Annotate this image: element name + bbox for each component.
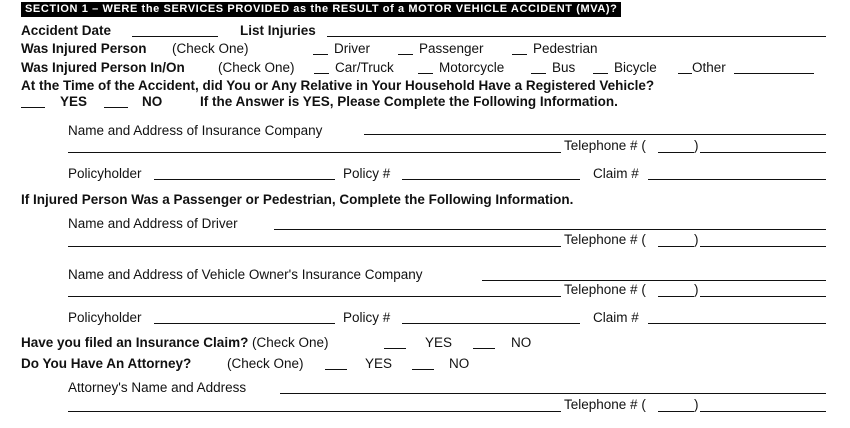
owner-policyholder-label: Policyholder [68,310,142,325]
owner-insurance-area-code-field[interactable] [658,285,694,297]
insurance-telephone-field[interactable] [700,141,826,153]
attorney-yes-label: YES [365,356,393,371]
driver-telephone-close: ) [694,232,699,247]
attorney-no-label: NO [449,356,470,371]
driver-telephone-field[interactable] [700,235,826,247]
list-injuries-field[interactable] [327,25,826,37]
driver-area-code-field[interactable] [658,235,694,247]
insurance-claim-no-field[interactable] [473,337,495,349]
passenger-checkbox[interactable] [398,43,413,55]
attorney-name-address-line2[interactable] [68,400,561,412]
driver-name-address-line2[interactable] [68,235,561,247]
driver-checkbox[interactable] [313,43,328,55]
other-checkbox[interactable] [678,62,692,74]
insurance-claim-label: Claim # [593,166,639,181]
owner-claim-label: Claim # [593,310,639,325]
owner-insurance-field[interactable] [482,269,826,281]
insurance-claim-field[interactable] [648,168,826,180]
injured-person-label: Was Injured Person [21,41,147,56]
owner-insurance-label: Name and Address of Vehicle Owner's Insurance Company [68,267,423,282]
other-option-label: Other [692,60,726,75]
attorney-area-code-field[interactable] [658,400,694,412]
owner-insurance-telephone-close: ) [694,282,699,297]
passenger-section-heading: If Injured Person Was a Passenger or Pedestrian, Complete the Following Information. [21,192,574,207]
registered-vehicle-no-field[interactable] [104,96,128,108]
insurance-name-address-line2[interactable] [68,141,561,153]
insurance-telephone-label: Telephone # ( [564,138,646,153]
section-header: SECTION 1 – WERE the SERVICES PROVIDED as the RESULT of a MOTOR VEHICLE ACCIDENT (MVA)? [21,2,621,17]
pedestrian-checkbox[interactable] [512,43,527,55]
car-truck-option-label: Car/Truck [335,60,394,75]
bicycle-option-label: Bicycle [614,60,657,75]
registered-vehicle-followup: If the Answer is YES, Please Complete the Following Information. [200,94,618,109]
motorcycle-checkbox[interactable] [418,62,433,74]
insurance-area-code-field[interactable] [658,141,694,153]
bicycle-checkbox[interactable] [593,62,608,74]
pedestrian-option-label: Pedestrian [533,41,598,56]
registered-vehicle-yes-field[interactable] [21,96,45,108]
insurance-claim-check-hint: (Check One) [252,335,329,350]
insurance-policyholder-label: Policyholder [68,166,142,181]
attorney-telephone-field[interactable] [700,400,826,412]
driver-name-address-label: Name and Address of Driver [68,216,238,231]
insurance-claim-no-label: NO [511,335,532,350]
insurance-name-address-field[interactable] [364,123,826,135]
motorcycle-option-label: Motorcycle [439,60,505,75]
registered-vehicle-no-label: NO [142,94,163,109]
insurance-name-address-label: Name and Address of Insurance Company [68,123,323,138]
injured-person-check-hint: (Check One) [172,41,249,56]
driver-option-label: Driver [334,41,370,56]
car-truck-checkbox[interactable] [314,62,329,74]
insurance-claim-yes-field[interactable] [384,337,406,349]
insurance-claim-question: Have you filed an Insurance Claim? [21,335,249,350]
accident-date-label: Accident Date [21,23,112,38]
owner-claim-field[interactable] [648,312,826,324]
insurance-policy-label: Policy # [343,166,391,181]
attorney-question: Do You Have An Attorney? [21,356,192,371]
bus-checkbox[interactable] [531,62,546,74]
owner-insurance-telephone-field[interactable] [700,285,826,297]
attorney-name-address-field[interactable] [280,382,826,394]
attorney-yes-field[interactable] [325,358,347,370]
registered-vehicle-question: At the Time of the Accident, did You or Any Relative in Your Household Have a Registered Vehicle? [21,78,655,93]
owner-policy-field[interactable] [402,312,580,324]
driver-telephone-label: Telephone # ( [564,232,646,247]
owner-policy-label: Policy # [343,310,391,325]
attorney-no-field[interactable] [412,358,434,370]
owner-policyholder-field[interactable] [154,312,335,324]
bus-option-label: Bus [552,60,576,75]
attorney-telephone-label: Telephone # ( [564,397,646,412]
driver-name-address-field[interactable] [274,218,826,230]
injured-in-check-hint: (Check One) [218,60,295,75]
registered-vehicle-yes-label: YES [60,94,88,109]
other-specify-field[interactable] [734,62,814,74]
list-injuries-label: List Injuries [240,23,316,38]
attorney-telephone-close: ) [694,397,699,412]
owner-insurance-telephone-label: Telephone # ( [564,282,646,297]
injured-in-label: Was Injured Person In/On [21,60,185,75]
owner-insurance-line2[interactable] [68,285,561,297]
accident-date-field[interactable] [132,25,218,37]
insurance-policyholder-field[interactable] [154,168,335,180]
insurance-policy-field[interactable] [402,168,580,180]
passenger-option-label: Passenger [419,41,484,56]
insurance-telephone-close: ) [694,138,699,153]
attorney-check-hint: (Check One) [227,356,304,371]
insurance-claim-yes-label: YES [425,335,453,350]
attorney-name-address-label: Attorney's Name and Address [68,380,247,395]
